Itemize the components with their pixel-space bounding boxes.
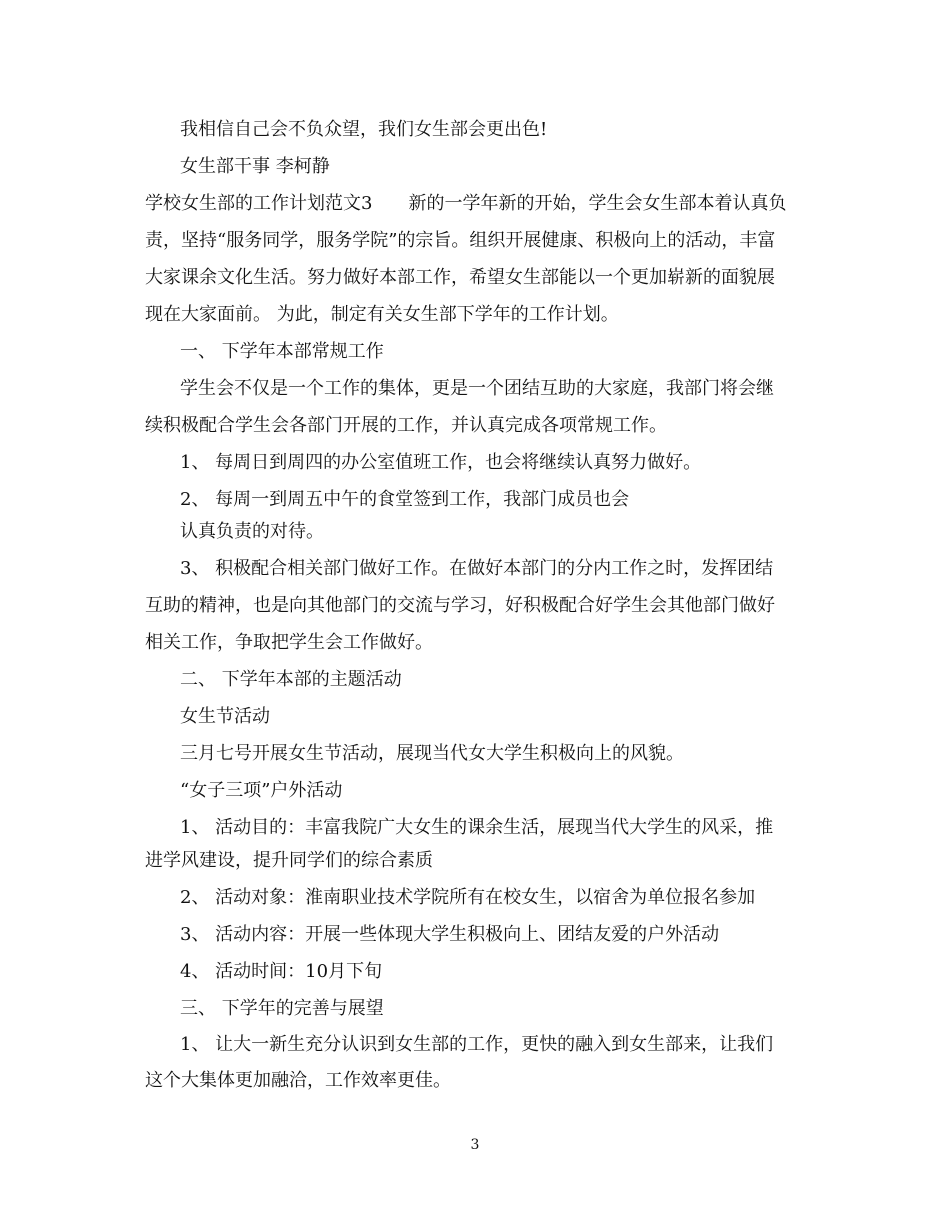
paragraph-line: 大家课余文化生活。努力做好本部工作，希望女生部能以一个更加崭新的面貌展 bbox=[145, 267, 775, 288]
list-item-line: 1、 每周日到周四的办公室值班工作，也会将继续认真努力做好。 bbox=[180, 452, 702, 473]
page-number: 3 bbox=[470, 1137, 480, 1153]
paragraph-line: 互助的精神，也是向其他部门的交流与学习，好积极配合好学生会其他部门做好 bbox=[145, 595, 775, 616]
paragraph-line: 进学风建设，提升同学们的综合素质 bbox=[145, 850, 433, 871]
subheading-line: “女子三项”户外活动 bbox=[180, 780, 343, 801]
list-item-line: 1、 活动目的：丰富我院广大女生的课余生活，展现当代大学生的风采，推 bbox=[180, 817, 774, 838]
list-item-line: 3、 活动内容：开展一些体现大学生积极向上、团结友爱的户外活动 bbox=[180, 924, 720, 945]
heading-line: 一、 下学年本部常规工作 bbox=[180, 341, 384, 362]
paragraph-line: 相关工作，争取把学生会工作做好。 bbox=[145, 632, 433, 653]
paragraph-line: 现在大家面前。 为此，制定有关女生部下学年的工作计划。 bbox=[145, 304, 619, 325]
section-title-line: 学校女生部的工作计划范文3 新的一学年新的开始，学生会女生部本着认真负 bbox=[145, 193, 787, 214]
list-item-line: 2、 活动对象：淮南职业技术学院所有在校女生，以宿舍为单位报名参加 bbox=[180, 887, 756, 908]
paragraph-line: 续积极配合学生会各部门开展的工作，并认真完成各项常规工作。 bbox=[145, 415, 667, 436]
subheading-line: 女生节活动 bbox=[180, 706, 270, 727]
paragraph-line: 认真负责的对待。 bbox=[180, 521, 324, 542]
paragraph-line: 这个大集体更加融洽，工作效率更佳。 bbox=[145, 1070, 451, 1091]
paragraph-line: 学生会不仅是一个工作的集体，更是一个团结互助的大家庭，我部门将会继 bbox=[180, 378, 774, 399]
list-item-line: 4、 活动时间：10月下旬 bbox=[180, 961, 383, 982]
heading-line: 二、 下学年本部的主题活动 bbox=[180, 669, 402, 690]
paragraph-line: 三月七号开展女生节活动，展现当代女大学生积极向上的风貌。 bbox=[180, 743, 684, 764]
paragraph-line: 责，坚持“服务同学，服务学院”的宗旨。组织开展健康、积极向上的活动，丰富 bbox=[145, 230, 776, 251]
list-item-line: 2、 每周一到周五中午的食堂签到工作，我部门成员也会 bbox=[180, 489, 630, 510]
heading-line: 三、 下学年的完善与展望 bbox=[180, 998, 384, 1019]
signature-line: 女生部干事 李柯静 bbox=[180, 156, 330, 177]
paragraph-line: 我相信自己会不负众望，我们女生部会更出色! bbox=[180, 119, 548, 140]
list-item-line: 3、 积极配合相关部门做好工作。在做好本部门的分内工作之时，发挥团结 bbox=[180, 558, 774, 579]
list-item-line: 1、 让大一新生充分认识到女生部的工作，更快的融入到女生部来，让我们 bbox=[180, 1034, 774, 1055]
